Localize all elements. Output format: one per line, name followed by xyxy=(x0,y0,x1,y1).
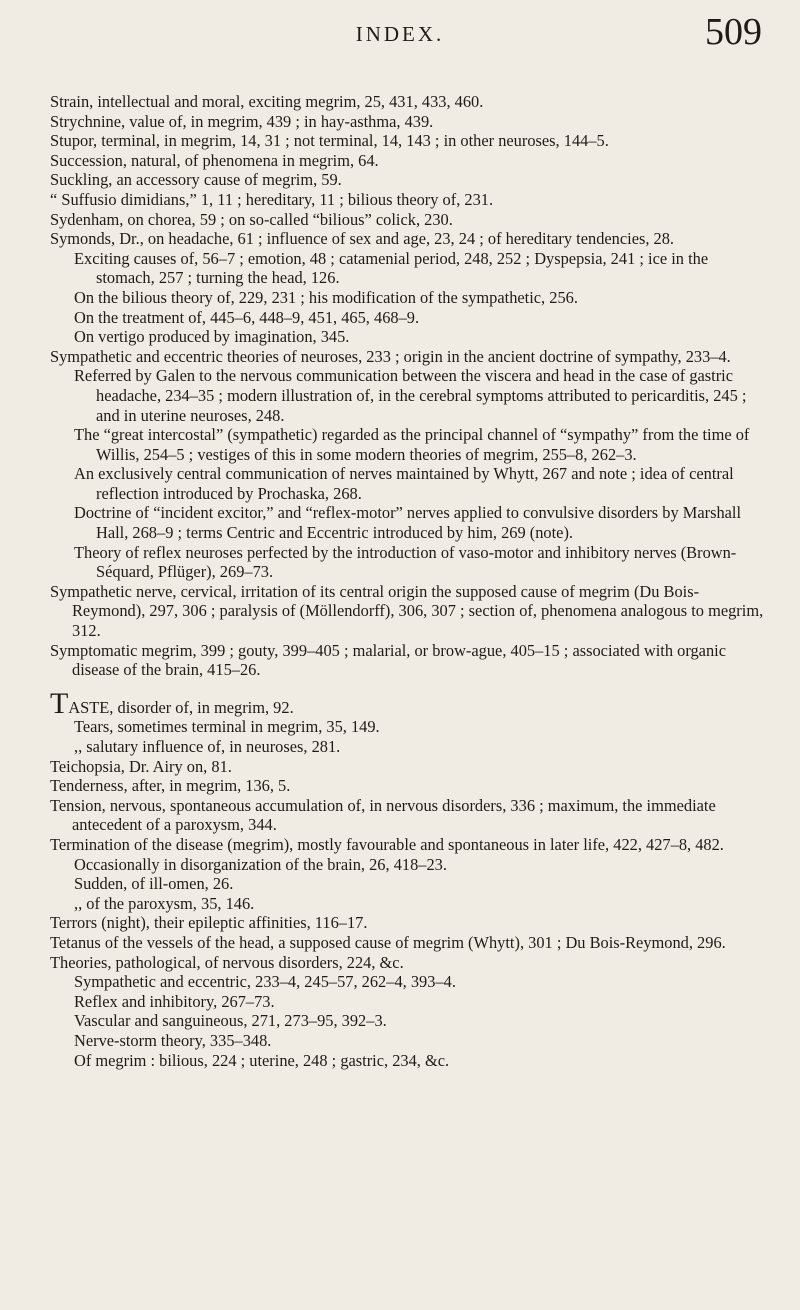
entry-text: An exclusively central communication of nerves maintained by Whytt, 267 and note ; idea of central reflection introduced by Prochaska, 268. xyxy=(74,464,734,503)
index-subentry xyxy=(50,327,768,347)
index-subentry xyxy=(50,874,768,894)
entry-text: On the bilious theory of, 229, 231 ; his modification of the sympathetic, 256. xyxy=(74,287,578,307)
index-entry xyxy=(50,92,768,112)
index-subentry xyxy=(50,737,768,757)
index-subentry xyxy=(50,543,768,582)
entry-text: Suckling, an accessory cause of megrim, 59. xyxy=(50,170,342,190)
entry-text: On the treatment of, 445–6, 448–9, 451, 465, 468–9. xyxy=(74,307,420,327)
index-subentry xyxy=(50,855,768,875)
entry-text: Symonds, Dr., on headache, 61 ; influence of sex and age, 23, 24 ; of hereditary tendencies, 28. xyxy=(50,229,675,249)
index-entry xyxy=(50,641,768,680)
index-entry xyxy=(50,229,768,249)
index-subentry xyxy=(50,1051,768,1071)
index-subentry xyxy=(50,503,768,542)
index-subentry xyxy=(50,1031,768,1051)
index-entry xyxy=(50,796,768,835)
entry-text: ,, salutary influence of, in neuroses, 281. xyxy=(74,737,341,756)
index-subentry xyxy=(50,308,768,328)
running-title: INDEX. xyxy=(355,22,445,46)
index-entry xyxy=(50,953,768,973)
entry-text: Doctrine of “incident excitor,” and “reflex-motor” nerves applied to convulsive disorders by Marshall Hall, 268–9 ; terms Centric and Eccentric introduced by him, 269 (note). xyxy=(74,503,742,543)
page-number: 509 xyxy=(705,11,762,53)
entry-text: Sudden, of ill-omen, 26. xyxy=(74,874,234,894)
entry-text: Tension, nervous, spontaneous accumulation of, in nervous disorders, 336 ; maximum, the immediate antecedent of a paroxysm, 344. xyxy=(50,795,716,835)
index-entry xyxy=(50,933,768,953)
index-entry xyxy=(50,210,768,230)
index-subentry xyxy=(50,1011,768,1031)
index-entry xyxy=(50,151,768,171)
entry-text: ,, of the paroxysm, 35, 146. xyxy=(74,893,255,913)
index-subentry xyxy=(50,464,768,503)
index-entry xyxy=(50,190,768,210)
entry-text: ASTE, disorder of, in megrim, 92. xyxy=(68,697,294,717)
index-subentry xyxy=(50,717,768,737)
page-header xyxy=(0,0,800,60)
entry-text: Of megrim : bilious, 224 ; uterine, 248 ; gastric, 234, &c. xyxy=(74,1050,450,1070)
index-entry xyxy=(50,686,768,720)
entry-text: The “great intercostal” (sympathetic) regarded as the principal channel of “sympathy” from the time of Willis, 254–5 ; vestiges of this in some modern theories of megrim, 255–8, 262–3. xyxy=(74,425,750,464)
entry-text: Tetanus of the vessels of the head, a supposed cause of megrim (Whytt), 301 ; Du Bois-Reymond, 296. xyxy=(50,932,726,952)
entry-text: Sympathetic and eccentric theories of neuroses, 233 ; origin in the ancient doctrine of sympathy, 233–4. xyxy=(50,346,731,366)
index-entry xyxy=(50,913,768,933)
entry-text: Referred by Galen to the nervous communication between the viscera and head in the case of gastric headache, 234–35 ; modern illustration of, in the cerebral symptoms attributed to pericarditis, 245 ; and in uterine neuroses, 248. xyxy=(74,366,747,425)
index-subentry xyxy=(50,972,768,992)
entry-text: Strain, intellectual and moral, exciting megrim, 25, 431, 433, 460. xyxy=(50,92,484,111)
entry-text: Strychnine, value of, in megrim, 439 ; in hay-asthma, 439. xyxy=(50,111,434,131)
index-entry xyxy=(50,131,768,151)
index-entry xyxy=(50,170,768,190)
index-subentry xyxy=(50,366,768,425)
entry-text: Terrors (night), their epileptic affinities, 116–17. xyxy=(50,913,368,933)
entry-text: Stupor, terminal, in megrim, 14, 31 ; not terminal, 14, 143 ; in other neuroses, 144–5. xyxy=(50,131,609,151)
entry-text: “ Suffusio dimidians,” 1, 11 ; hereditary, 11 ; bilious theory of, 231. xyxy=(50,189,494,209)
index-entry xyxy=(50,112,768,132)
index-entry xyxy=(50,757,768,777)
index-entry xyxy=(50,347,768,367)
entry-text: Vascular and sanguineous, 271, 273–95, 392–3. xyxy=(74,1011,387,1031)
entry-text: Sympathetic nerve, cervical, irritation of its central origin the supposed cause of megrim (Du Bois-Reymond), 297, 306 ; paralysis of (Möllendorff), 306, 307 ; section of, phenomena analogous to megrim, 312. xyxy=(50,581,764,641)
index-entries xyxy=(50,92,768,1070)
entry-text: Termination of the disease (megrim), mostly favourable and spontaneous in later life, 422, 427–8, 482. xyxy=(50,834,724,854)
index-subentry xyxy=(50,425,768,464)
entry-text: Nerve-storm theory, 335–348. xyxy=(74,1030,272,1050)
index-subentry xyxy=(50,894,768,914)
entry-text: Occasionally in disorganization of the brain, 26, 418–23. xyxy=(74,854,447,874)
index-subentry xyxy=(50,249,768,288)
drop-cap: T xyxy=(50,686,69,720)
entry-text: Theories, pathological, of nervous disorders, 224, &c. xyxy=(50,952,404,972)
entry-text: On vertigo produced by imagination, 345. xyxy=(74,327,350,347)
entry-text: Exciting causes of, 56–7 ; emotion, 48 ; catamenial period, 248, 252 ; Dyspepsia, 241 ; ice in the stomach, 257 ; turning the head, 126. xyxy=(74,248,709,288)
entry-text: Teichopsia, Dr. Airy on, 81. xyxy=(50,756,232,776)
entry-text: Symptomatic megrim, 399 ; gouty, 399–405 ; malarial, or brow-ague, 405–15 ; associated with organic disease of the brain, 415–26. xyxy=(50,640,726,680)
index-subentry xyxy=(50,288,768,308)
entry-text: Sydenham, on chorea, 59 ; on so-called “bilious” colick, 230. xyxy=(50,209,453,229)
entry-text: Theory of reflex neuroses perfected by the introduction of vaso-motor and inhibitory nerves (Brown-Séquard, Pflüger), 269–73. xyxy=(74,542,737,582)
entry-text: Sympathetic and eccentric, 233–4, 245–57, 262–4, 393–4. xyxy=(74,972,456,992)
entry-text: Tenderness, after, in megrim, 136, 5. xyxy=(50,776,291,796)
entry-text: Succession, natural, of phenomena in megrim, 64. xyxy=(50,150,379,170)
entry-text: Reflex and inhibitory, 267–73. xyxy=(74,991,275,1011)
entry-text: Tears, sometimes terminal in megrim, 35, 149. xyxy=(74,717,380,737)
index-subentry xyxy=(50,992,768,1012)
index-entry xyxy=(50,582,768,641)
index-entry xyxy=(50,776,768,796)
index-entry xyxy=(50,835,768,855)
